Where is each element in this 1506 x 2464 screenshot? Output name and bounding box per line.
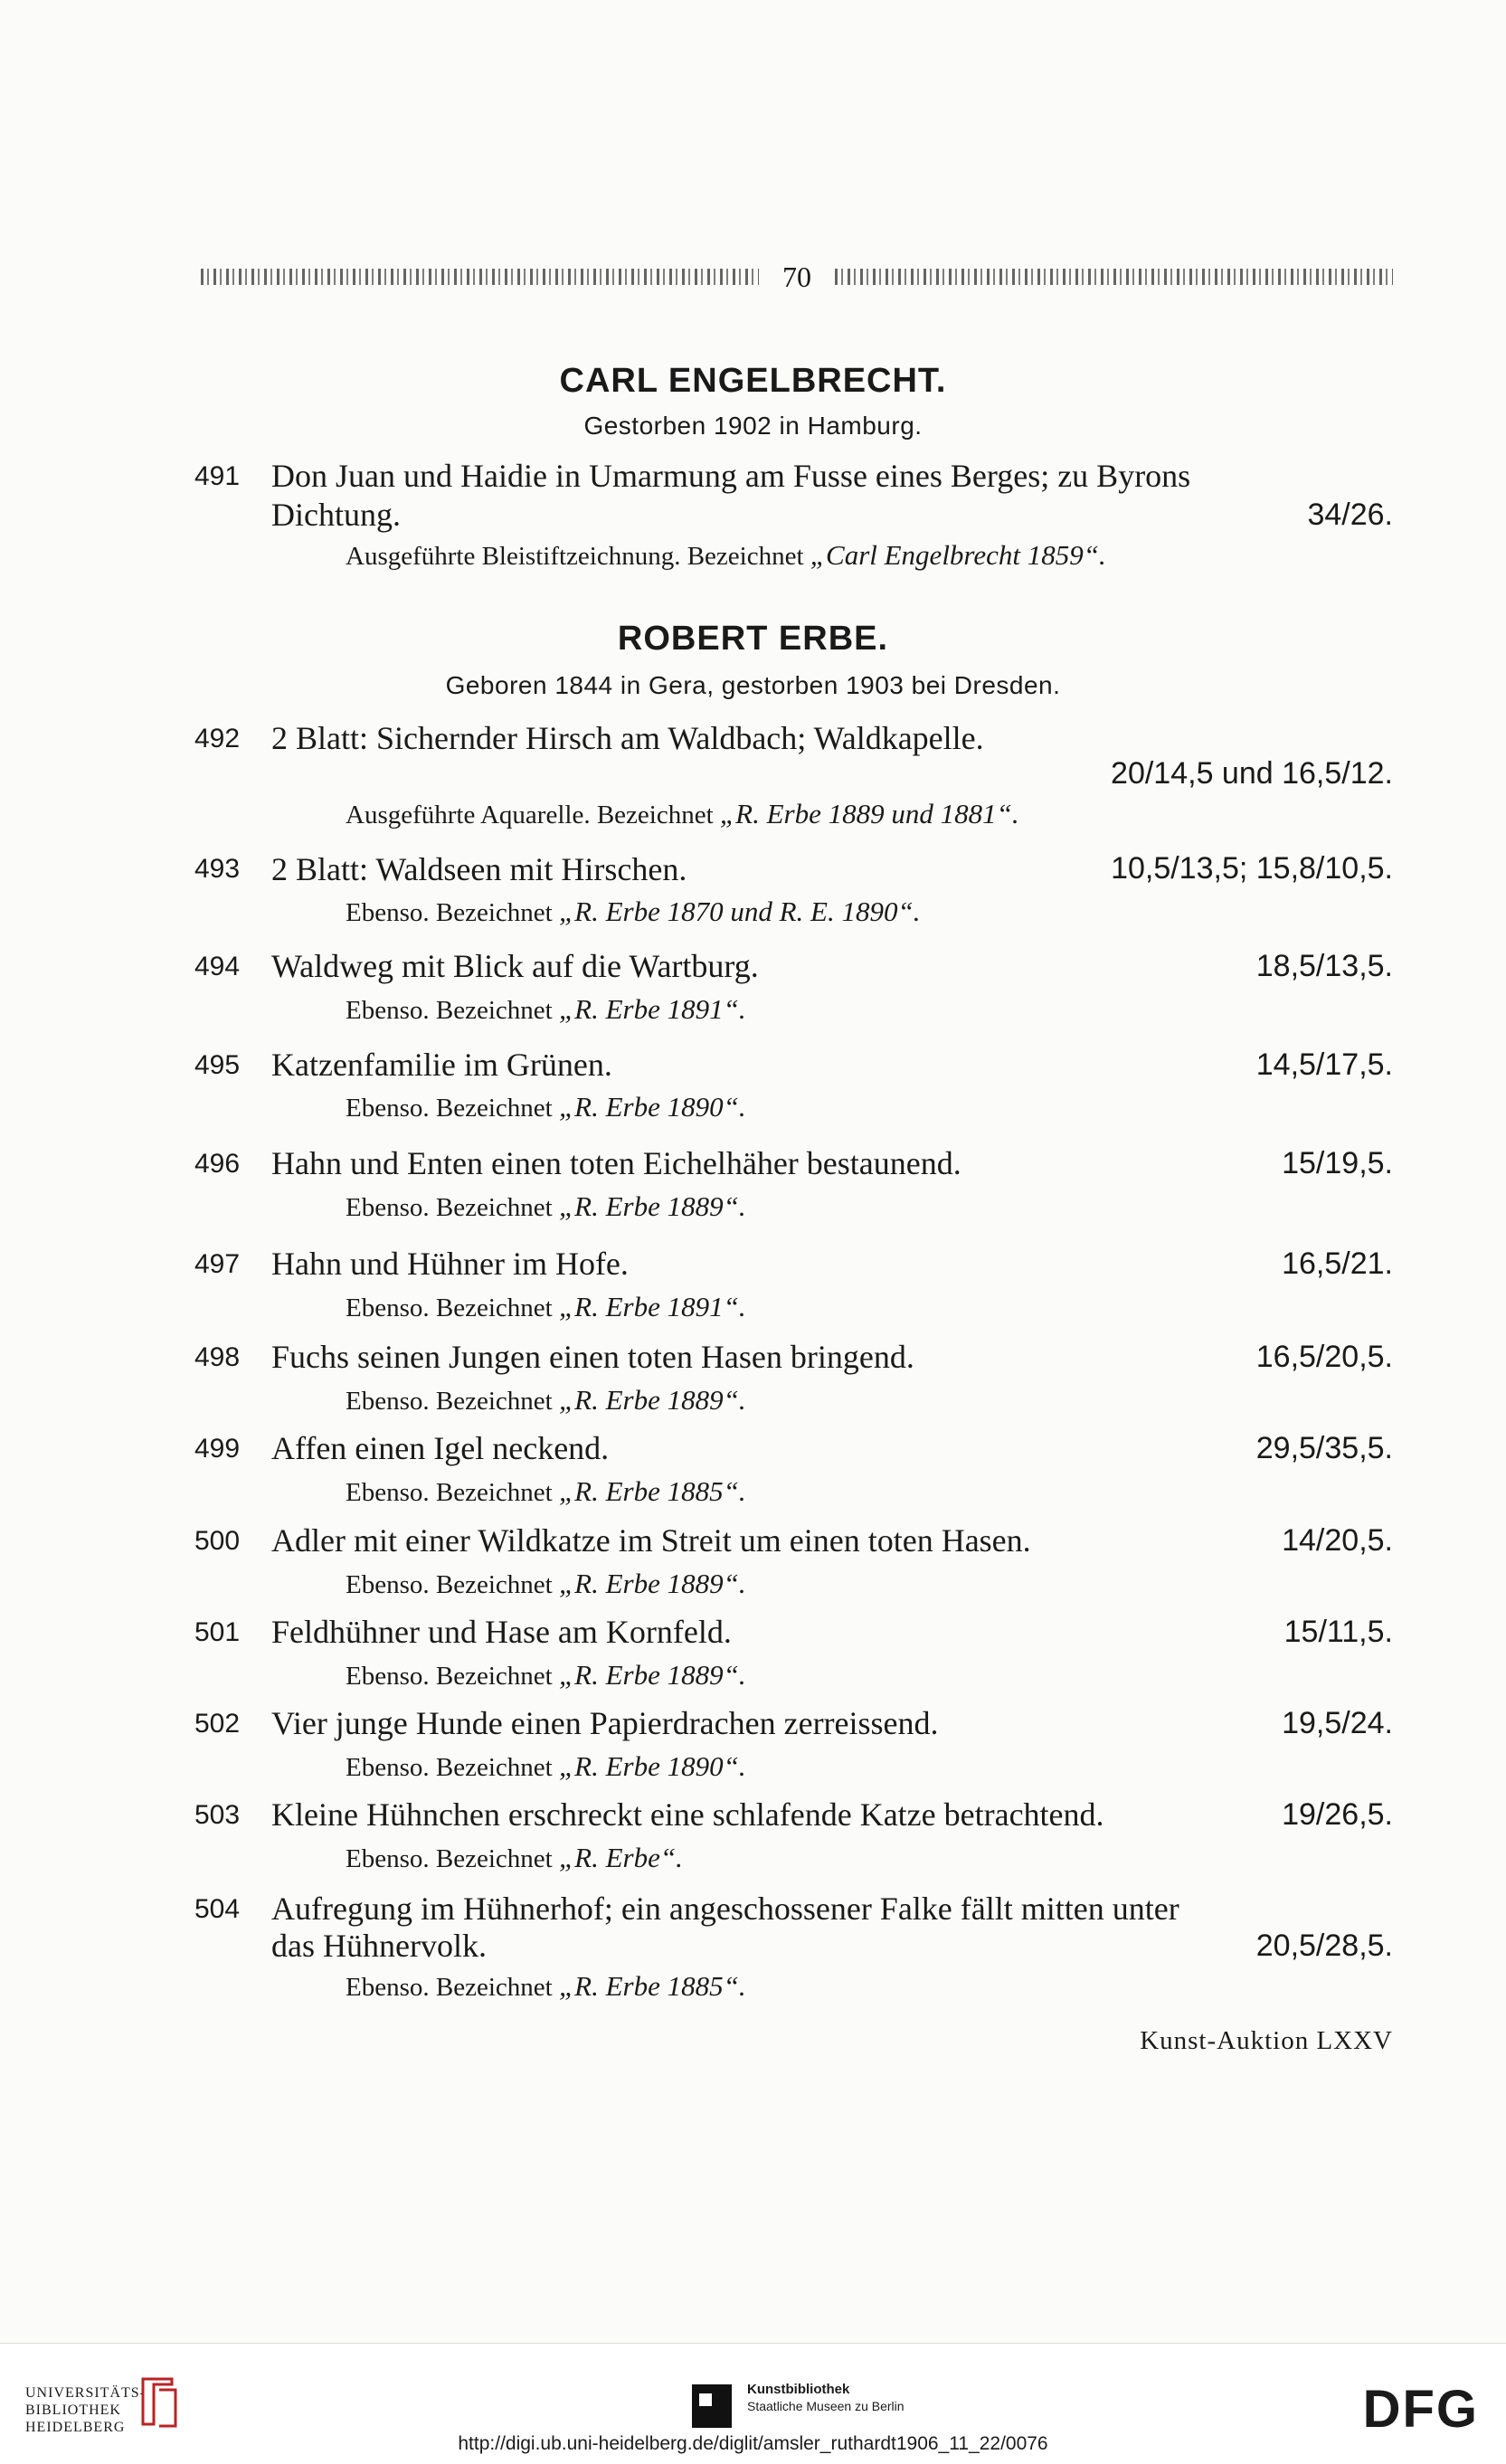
lot-title: Don Juan und Haidie in Umarmung am Fusse eines Berges; zu Byrons: [271, 458, 1191, 494]
lot-note: Ebenso. Bezeichnet „R. Erbe 1889“.: [346, 1384, 746, 1416]
lot-title: Adler mit einer Wildkatze im Streit um einen toten Hasen.: [271, 1522, 1031, 1559]
lot-title: Hahn und Enten einen toten Eichelhäher bestaunend.: [271, 1145, 961, 1181]
dfg-logo: DFG: [1362, 2380, 1479, 2439]
lot-measure: 16,5/20,5.: [1255, 1340, 1393, 1374]
lot-measure: 18,5/13,5.: [1255, 949, 1393, 983]
permalink-url[interactable]: http://digi.ub.uni-heidelberg.de/diglit/amsler_ruthardt1906_11_22/0076: [458, 2433, 1048, 2454]
lot-measure: 34/26.: [1307, 498, 1393, 532]
lot-title-cont: Dichtung.: [271, 497, 401, 533]
lot-title: Hahn und Hühner im Hofe.: [271, 1246, 629, 1282]
lot-note: Ebenso. Bezeichnet „R. Erbe 1889“.: [346, 1568, 746, 1599]
lot-note: Ebenso. Bezeichnet „R. Erbe 1891“.: [346, 1291, 746, 1322]
ornament-left: [201, 269, 759, 285]
lot-note: Ebenso. Bezeichnet „R. Erbe 1885“.: [346, 1475, 746, 1507]
artist-heading-erbe: ROBERT ERBE.: [617, 620, 889, 658]
lot-title: 2 Blatt: Waldseen mit Hirschen.: [271, 851, 687, 887]
lot-measure: 10,5/13,5; 15,8/10,5.: [1111, 851, 1393, 886]
lot-number: 496: [194, 1149, 241, 1179]
lot-measure: 20/14,5 und 16,5/12.: [1111, 756, 1393, 791]
lot-note: Ebenso. Bezeichnet „R. Erbe 1889“.: [346, 1659, 746, 1691]
lot-note: Ebenso. Bezeichnet „R. Erbe 1870 und R. E. 1890“.: [346, 896, 921, 927]
lot-title-cont: das Hühnervolk.: [271, 1928, 487, 1964]
lot-measure: 19,5/24.: [1282, 1706, 1393, 1740]
lot-number: 492: [194, 724, 241, 753]
lot-number: 501: [194, 1617, 241, 1647]
lot-note: Ebenso. Bezeichnet „R. Erbe“.: [346, 1842, 683, 1873]
artist-heading-engelbrecht: CARL ENGELBRECHT.: [559, 362, 947, 400]
lot-number: 497: [194, 1249, 241, 1279]
lot-number: 498: [194, 1342, 241, 1372]
lot-number: 491: [194, 461, 241, 491]
lot-title: Fuchs seinen Jungen einen toten Hasen bringend.: [271, 1339, 914, 1375]
heidelberg-library-label: UNIVERSITÄTS- BIBLIOTHEK HEIDELBERG: [25, 2385, 146, 2435]
lot-number: 499: [194, 1434, 241, 1464]
lot-number: 503: [194, 1800, 241, 1830]
lot-title: Affen einen Igel neckend.: [271, 1430, 610, 1466]
lot-note: Ebenso. Bezeichnet „R. Erbe 1890“.: [346, 1750, 746, 1782]
lot-number: 495: [194, 1050, 241, 1080]
lot-number: 493: [194, 854, 241, 884]
lot-measure: 20,5/28,5.: [1255, 1929, 1393, 1963]
lot-title: Waldweg mit Blick auf die Wartburg.: [271, 948, 759, 984]
lot-note: Ebenso. Bezeichnet „R. Erbe 1885“.: [346, 1970, 746, 2002]
lot-measure: 14/20,5.: [1282, 1523, 1393, 1558]
lot-measure: 29,5/35,5.: [1255, 1431, 1393, 1465]
lot-number: 500: [194, 1526, 241, 1556]
heidelberg-logo-icon: [136, 2375, 179, 2430]
kunstbibliothek-logo-icon: [692, 2384, 732, 2428]
lot-measure: 16,5/21.: [1282, 1246, 1393, 1281]
lot-measure: 14,5/17,5.: [1255, 1047, 1393, 1082]
artist-bio-engelbrecht: Gestorben 1902 in Hamburg.: [583, 412, 923, 440]
lot-note: Ebenso. Bezeichnet „R. Erbe 1889“.: [346, 1190, 746, 1222]
kunstbibliothek-label: Kunstbibliothek Staatliche Museen zu Berlin: [747, 2382, 905, 2413]
page-number: 70: [782, 260, 811, 293]
lot-title: Aufregung im Hühnerhof; ein angeschossener Falke fällt mitten unter: [271, 1891, 1179, 1927]
lot-measure: 15/11,5.: [1283, 1615, 1393, 1649]
signature-footnote: Kunst-Auktion LXXV: [1140, 2026, 1393, 2055]
lot-title: Kleine Hühnchen erschreckt eine schlafende Katze betrachtend.: [271, 1796, 1104, 1833]
lot-note: Ausgeführte Aquarelle. Bezeichnet „R. Erbe 1889 und 1881“.: [346, 798, 1019, 829]
ornament-right: [835, 269, 1393, 285]
lot-note: Ausgeführte Bleistiftzeichnung. Bezeichnet „Carl Engelbrecht 1859“.: [346, 539, 1106, 571]
lot-number: 494: [194, 952, 241, 981]
lot-number: 502: [194, 1709, 241, 1739]
lot-measure: 19/26,5.: [1282, 1797, 1393, 1832]
lot-measure: 15/19,5.: [1282, 1146, 1393, 1180]
page-header: [201, 261, 1393, 293]
lot-title: Vier junge Hunde einen Papierdrachen zerreissend.: [271, 1705, 939, 1741]
artist-bio-erbe: Geboren 1844 in Gera, gestorben 1903 bei Dresden.: [445, 671, 1061, 699]
lot-title: 2 Blatt: Sichernder Hirsch am Waldbach; Waldkapelle.: [271, 720, 984, 756]
lot-note: Ebenso. Bezeichnet „R. Erbe 1891“.: [346, 993, 746, 1025]
lot-note: Ebenso. Bezeichnet „R. Erbe 1890“.: [346, 1091, 746, 1123]
lot-title: Katzenfamilie im Grünen.: [271, 1047, 612, 1083]
lot-number: 504: [194, 1894, 241, 1924]
lot-title: Feldhühner und Hase am Kornfeld.: [271, 1614, 732, 1650]
